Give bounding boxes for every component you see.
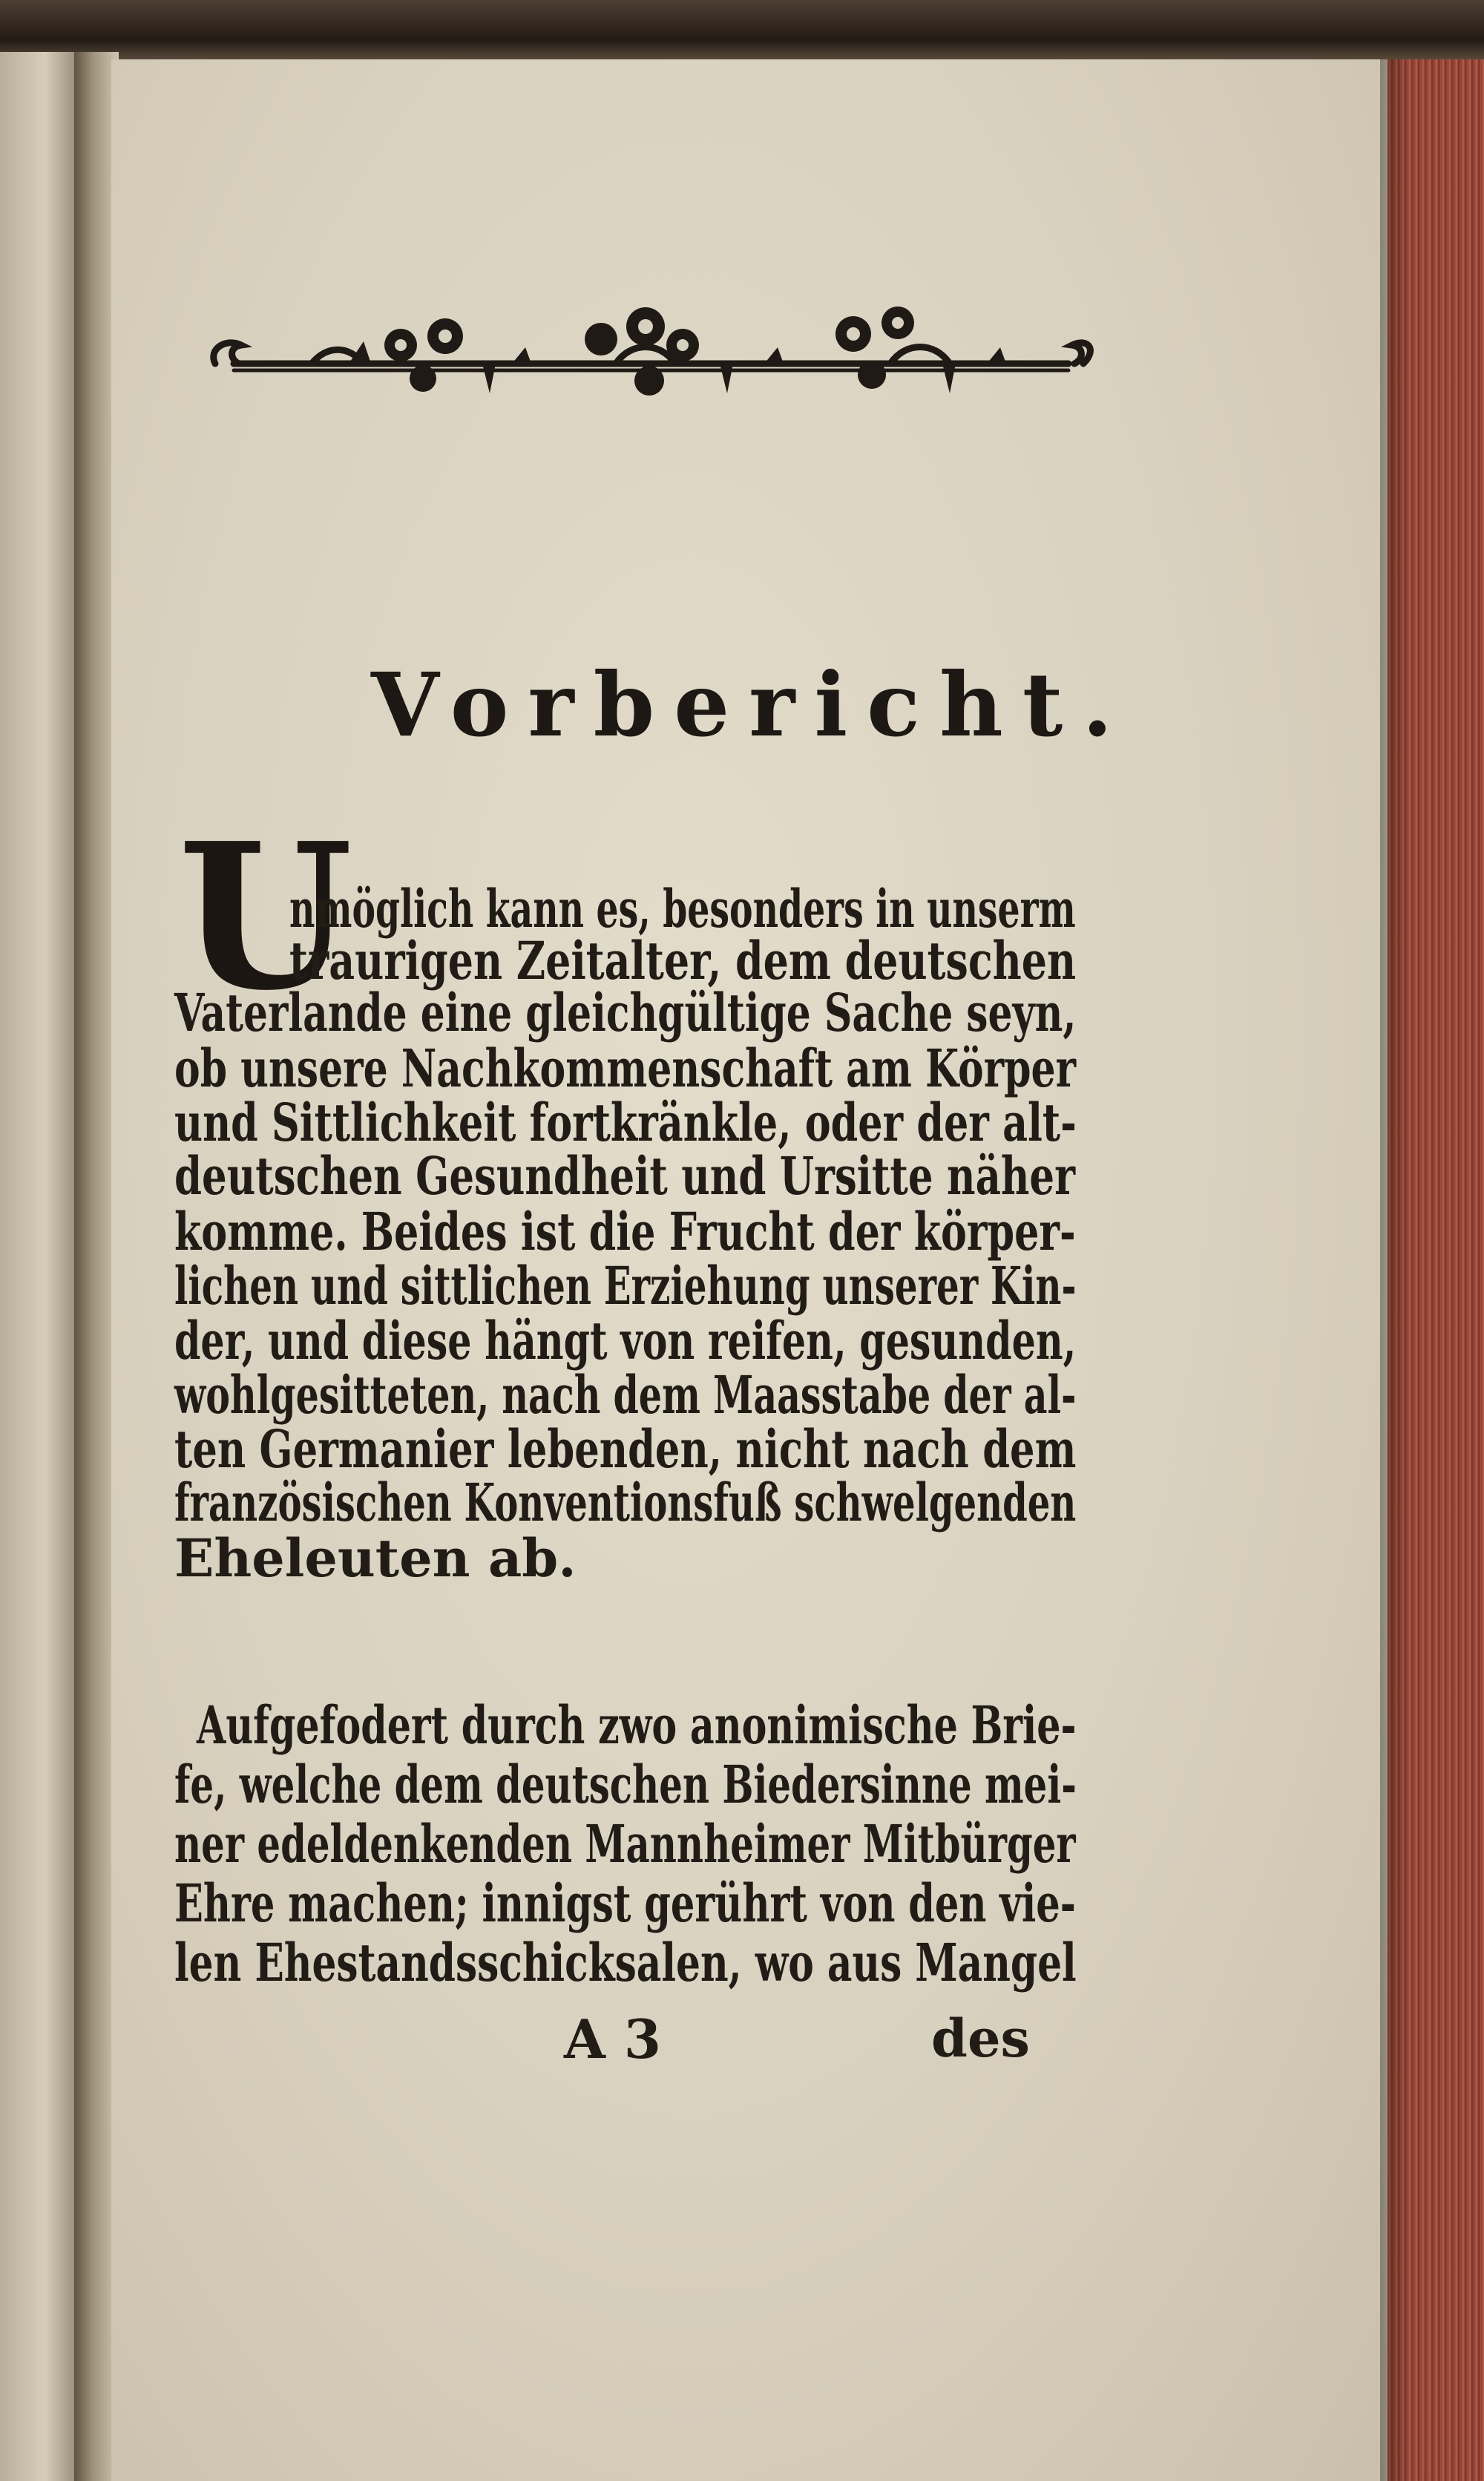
drop-cap-initial: U [178, 799, 353, 1035]
text-line: Eheleuten ab. [174, 1527, 577, 1589]
catchword: des [931, 2008, 1030, 2069]
text-line: der, und diese hängt von reifen, gesunden, [174, 1310, 1077, 1371]
signature-mark: A 3 [564, 2008, 662, 2071]
text-line: nmöglich kann es, besonders in unserm [289, 878, 1076, 940]
text-line: ob unsere Nachkommenschaft am Körper [174, 1038, 1077, 1099]
text-line: traurigen Zeitalter, dem deutschen [289, 930, 1077, 992]
text-line: Ehre machen; innigst gerührt von den vie- [174, 1872, 1076, 1934]
floral-ornament-icon [200, 293, 1113, 419]
text-line: len Ehestandsschicksalen, wo aus Mangel [174, 1932, 1077, 1993]
fore-edge-shadow [1380, 59, 1410, 2481]
text-line: ner edeldenkenden Mannheimer Mitbürger [174, 1813, 1076, 1875]
text-line: französischen Konventionsfuß schwelgenden [174, 1472, 1077, 1533]
text-line: wohlgesitteten, nach dem Maasstabe der al- [174, 1364, 1077, 1426]
page-title: Vorbericht. [371, 653, 1132, 756]
text-line: und Sittlichkeit fortkränkle, oder der alt- [174, 1092, 1077, 1153]
text-line: Vaterlande eine gleichgültige Sache seyn, [174, 982, 1077, 1043]
text-line: fe, welche dem deutschen Biedersinne mei- [174, 1754, 1077, 1815]
book-top-edge [0, 0, 1484, 67]
text-line: Aufgefodert durch zwo anonimische Brie- [197, 1694, 1077, 1756]
text-line: komme. Beides ist die Frucht der körper- [174, 1201, 1076, 1262]
left-page-edge [0, 52, 82, 2481]
text-line: deutschen Gesundheit und Ursitte näher [174, 1145, 1076, 1207]
text-line: ten Germanier lebenden, nicht nach dem [174, 1418, 1077, 1480]
text-line: lichen und sittlichen Erziehung unserer Kin- [174, 1255, 1077, 1317]
